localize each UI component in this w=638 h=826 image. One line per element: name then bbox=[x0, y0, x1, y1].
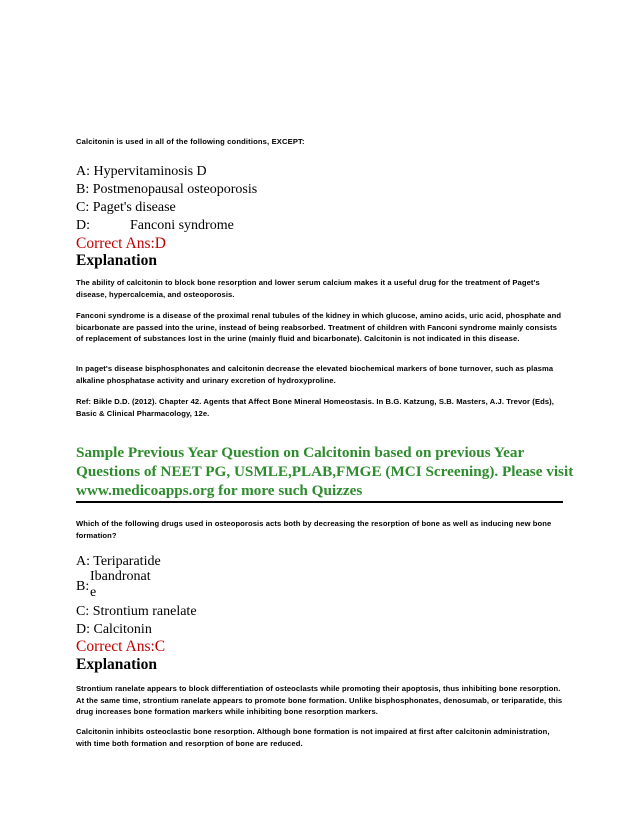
q2-option-a: A: Teriparatide bbox=[76, 554, 161, 569]
q1-reference: Ref: Bikle D.D. (2012). Chapter 42. Agents that Affect Bone Mineral Homeostasis. In B.G. Katzung, S.B. Masters, A.J. Trevor (Eds), Basic & Clinical Pharmacology, 12e. bbox=[76, 397, 555, 418]
q2-correct-answer: Correct Ans:C bbox=[76, 638, 166, 655]
q1-option-a: A: Hypervitaminosis D bbox=[76, 164, 207, 179]
q1-explanation-paragraph-3: In paget's disease bisphosphonates and calcitonin decrease the elevated biochemical markers of bone turnover, such as plasma alkaline phosphatase activity and urinary excretion of hydroxyproline. bbox=[76, 364, 554, 385]
section-divider bbox=[76, 501, 563, 503]
q2-option-b-prefix: B: bbox=[76, 579, 90, 594]
q1-explanation-paragraph-2: Fanconi syndrome is a disease of the proximal renal tubules of the kidney in which glucose, amino acids, uric acid, phosphate and bicarbonate are passed into the urine, instead of being reabsorbed. Treatment of children with Fanconi syndrome mainly consists of replacement of substances lost in the urine (mainly fluid and bicarbonate). Calcitonin is not indicated in this disease. bbox=[76, 311, 562, 343]
q1-explanation-paragraph-1: The ability of calcitonin to block bone resorption and lower serum calcium makes it a useful drug for the treatment of Paget's disease, hypercalcemia, and osteoporosis. bbox=[76, 278, 540, 299]
q2-option-b-line-1: Ibandronat bbox=[90, 569, 151, 584]
q1-option-d-prefix: D: bbox=[76, 218, 90, 233]
q2-option-b-line-2: e bbox=[90, 585, 97, 600]
sample-questions-banner: Sample Previous Year Question on Calcitonin based on previous Year Questions of NEET PG, USMLE,PLAB,FMGE (MCI Screening). Please visit www.medicoapps.org for more such Quizzes bbox=[76, 444, 574, 499]
q1-explanation-heading: Explanation bbox=[76, 252, 157, 269]
q2-explanation-paragraph-1: Strontium ranelate appears to block differentiation of osteoclasts while promoting their apoptosis, thus inhibiting bone resorption. At the same time, strontium ranelate appears to promote bone formation. Unlike bisphosphonates, denosumab, or teriparatide, this drug increases bone formation markers while inhibiting bone resorption markers. bbox=[76, 684, 563, 716]
q2-explanation-paragraph-2: Calcitonin inhibits osteoclastic bone resorption. Although bone formation is not impaired at first after calcitonin administration, with time both formation and resorption of bone are reduced. bbox=[76, 727, 550, 748]
question-1-text: Calcitonin is used in all of the following conditions, EXCEPT: bbox=[76, 137, 305, 146]
q1-option-c: C: Paget's disease bbox=[76, 200, 176, 215]
q1-option-b: B: Postmenopausal osteoporosis bbox=[76, 182, 258, 197]
question-2-text: Which of the following drugs used in osteoporosis acts both by decreasing the resorption of bone as well as inducing new bone formation? bbox=[76, 519, 552, 540]
q2-option-c: C: Strontium ranelate bbox=[76, 604, 197, 619]
q1-option-d-text: Fanconi syndrome bbox=[130, 218, 234, 233]
q1-correct-answer: Correct Ans:D bbox=[76, 235, 166, 252]
q2-explanation-heading: Explanation bbox=[76, 656, 157, 673]
q2-option-d: D: Calcitonin bbox=[76, 622, 152, 637]
